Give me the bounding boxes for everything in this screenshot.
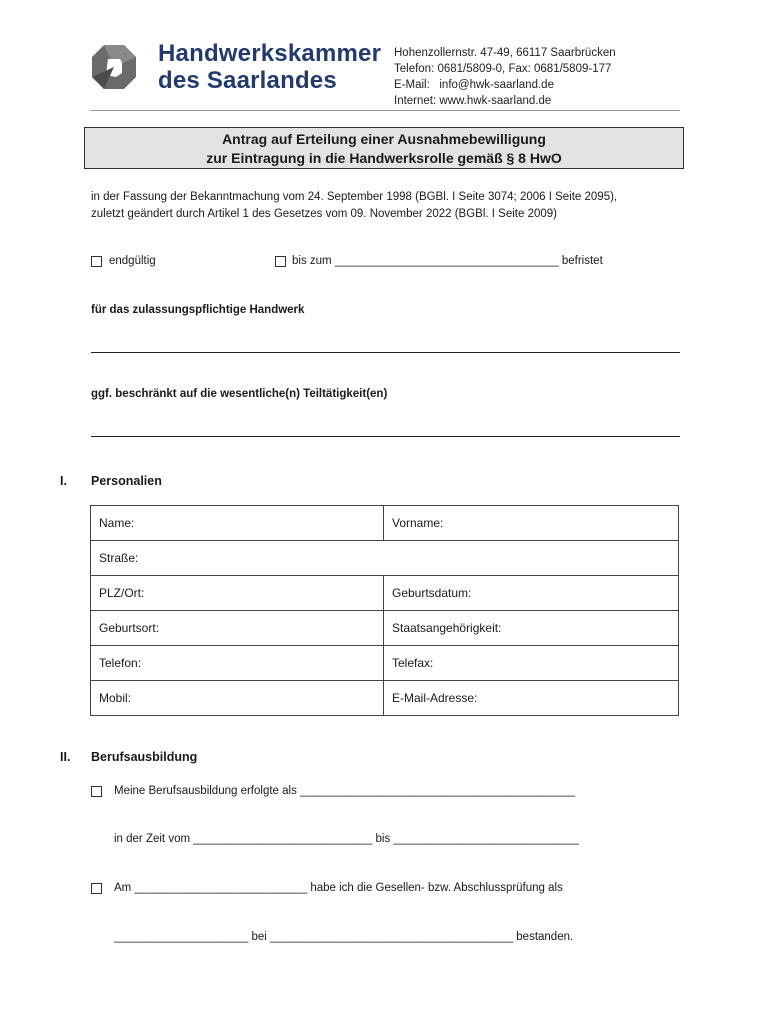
section1-number: I. bbox=[60, 474, 67, 488]
section2-title: Berufsausbildung bbox=[91, 750, 198, 764]
table-row bbox=[91, 576, 679, 611]
exam-checkbox[interactable] bbox=[91, 883, 102, 894]
street-field[interactable]: Straße: bbox=[91, 541, 679, 576]
exam-passed-label: _____________________ bei ______________________________________ bestanden. bbox=[114, 931, 574, 943]
mobile-field[interactable]: Mobil: bbox=[91, 681, 384, 716]
table-row bbox=[91, 611, 679, 646]
organization-name bbox=[158, 40, 381, 94]
final-label: endgültig bbox=[109, 255, 156, 267]
personal-data-table bbox=[90, 505, 679, 716]
training-period-label: in der Zeit vom ____________________________ bis _____________________________ bbox=[114, 833, 579, 845]
training-checkbox[interactable] bbox=[91, 786, 102, 797]
phone-fax-text: Telefon: 0681/5809-0, Fax: 0681/5809-177 bbox=[394, 63, 612, 75]
header-divider bbox=[90, 110, 680, 111]
address-text: Hohenzollernstr. 47-49, 66117 Saarbrücken bbox=[394, 47, 616, 59]
exam-label: Am ___________________________ habe ich die Gesellen- bzw. Abschlussprüfung als bbox=[114, 882, 563, 894]
form-title-box bbox=[84, 127, 684, 169]
chamber-logo-icon bbox=[90, 43, 138, 91]
org-name-line1: Handwerkskammer bbox=[158, 40, 382, 67]
nationality-field[interactable]: Staatsangehörigkeit: bbox=[384, 611, 679, 646]
trade-input-line[interactable] bbox=[91, 352, 680, 353]
birth-date-field[interactable]: Geburtsdatum: bbox=[384, 576, 679, 611]
org-name-line2: des Saarlandes bbox=[158, 67, 337, 94]
birthplace-field[interactable]: Geburtsort: bbox=[91, 611, 384, 646]
email-field[interactable]: E-Mail-Adresse: bbox=[384, 681, 679, 716]
name-field[interactable]: Name: bbox=[91, 506, 384, 541]
legal-basis-text bbox=[91, 189, 691, 223]
legal-basis-line1: in der Fassung der Bekanntmachung vom 24. September 1998 (BGBl. I Seite 3074; 2006 I Seite 2095), bbox=[91, 191, 618, 203]
table-row bbox=[91, 506, 679, 541]
training-label: Meine Berufsausbildung erfolgte als ___________________________________________ bbox=[114, 785, 576, 797]
email-text: E-Mail: info@hwk-saarland.de bbox=[394, 79, 554, 91]
form-title-line1: Antrag auf Erteilung einer Ausnahmebewilligung bbox=[222, 131, 546, 147]
phone-field[interactable]: Telefon: bbox=[91, 646, 384, 681]
limited-until-label: bis zum ___________________________________ befristet bbox=[292, 255, 603, 267]
form-title-line2: zur Eintragung in die Handwerksrolle gemäß § 8 HwO bbox=[206, 150, 562, 166]
limited-checkbox[interactable] bbox=[275, 256, 286, 267]
first-name-field[interactable]: Vorname: bbox=[384, 506, 679, 541]
section2-number: II. bbox=[60, 750, 71, 764]
table-row bbox=[91, 681, 679, 716]
section1-title: Personalien bbox=[91, 474, 162, 488]
restriction-input-line[interactable] bbox=[91, 436, 680, 437]
table-row bbox=[91, 646, 679, 681]
legal-basis-line2: zuletzt geändert durch Artikel 1 des Gesetzes vom 09. November 2022 (BGBl. I Seite 2009) bbox=[91, 208, 557, 220]
restriction-label: ggf. beschränkt auf die wesentliche(n) Teiltätigkeit(en) bbox=[91, 388, 388, 400]
internet-text: Internet: www.hwk-saarland.de bbox=[394, 95, 552, 107]
contact-block bbox=[394, 45, 616, 109]
trade-label: für das zulassungspflichtige Handwerk bbox=[91, 304, 305, 316]
zip-city-field[interactable]: PLZ/Ort: bbox=[91, 576, 384, 611]
fax-field[interactable]: Telefax: bbox=[384, 646, 679, 681]
final-checkbox[interactable] bbox=[91, 256, 102, 267]
table-row bbox=[91, 541, 679, 576]
